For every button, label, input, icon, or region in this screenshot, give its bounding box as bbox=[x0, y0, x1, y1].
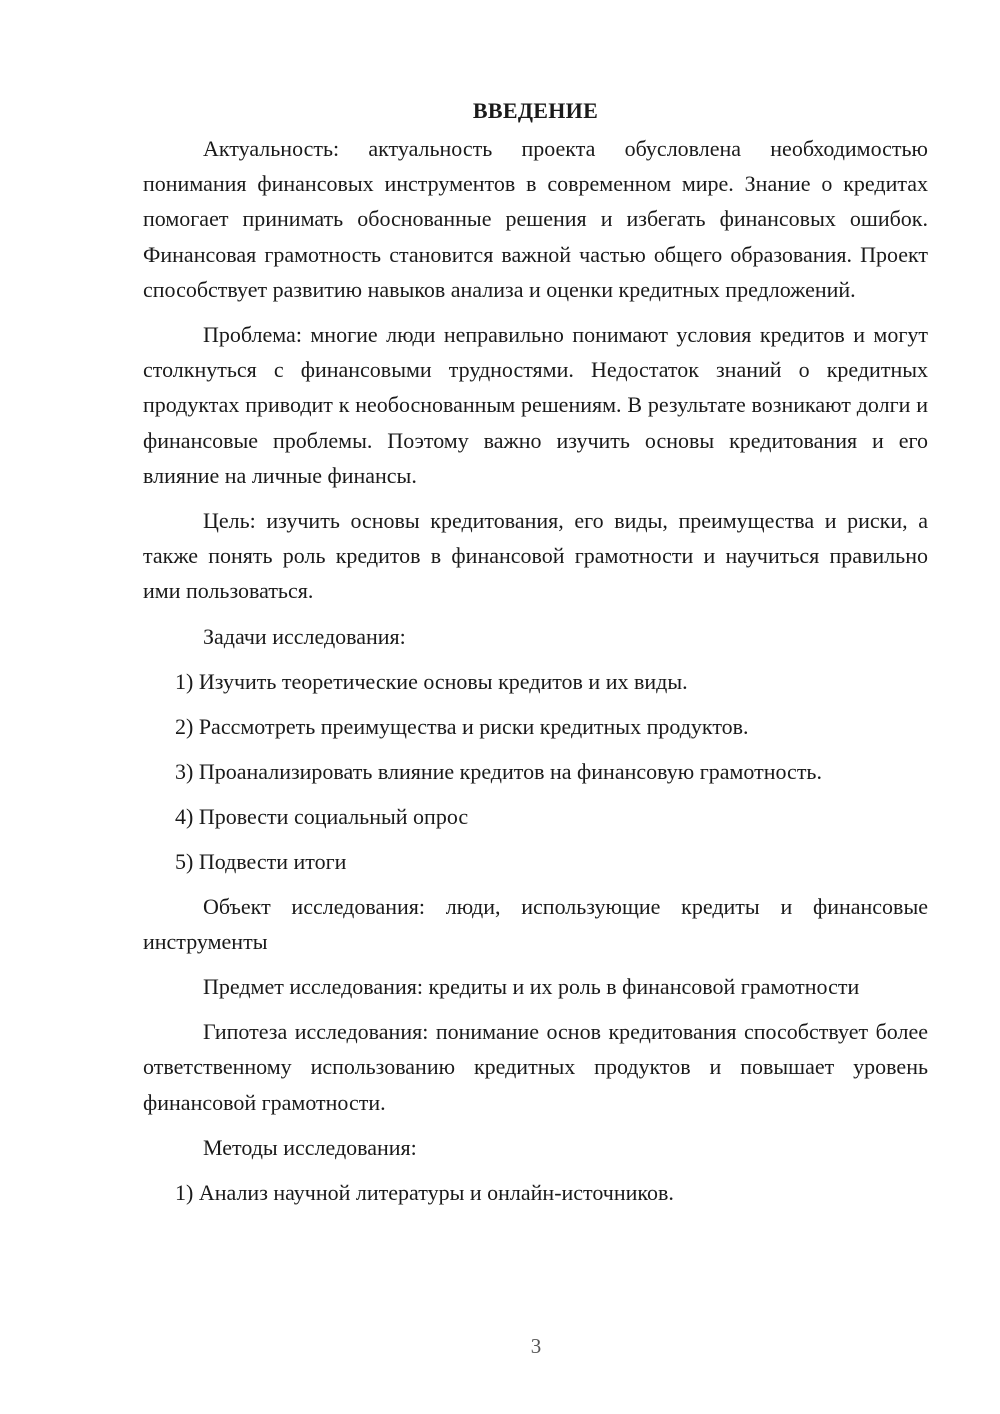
paragraph-relevance: Актуальность: актуальность проекта обусловлена необходимостью понимания финансовых инструментов в современном мире. Знание о кредитах помогает принимать обоснованные решения и избегать финансовых ошибок. Финансовая грамотность становится важной частью общего образования. Проект способствует развитию навыков анализа и оценки кредитных предложений. bbox=[143, 136, 928, 302]
list-item: 5) Подвести итоги bbox=[175, 848, 347, 874]
page-title: ВВЕДЕНИЕ bbox=[472, 98, 599, 123]
list-item: 1) Изучить теоретические основы кредитов и их виды. bbox=[175, 668, 688, 694]
list-item: 4) Провести социальный опрос bbox=[175, 803, 469, 829]
paragraph-hypothesis: Гипотеза исследования: понимание основ кредитования способствует более ответственному использованию кредитных продуктов и повышает уровень финансовой грамотности. bbox=[143, 1019, 928, 1115]
paragraph-problem: Проблема: многие люди неправильно понимают условия кредитов и могут столкнуться с финансовыми трудностями. Недостаток знаний о кредитных продуктах приводит к необоснованным решениям. В результате возникают долги и финансовые проблемы. Поэтому важно изучить основы кредитования и его влияние на личные финансы. bbox=[143, 322, 928, 488]
document-body bbox=[143, 94, 928, 1220]
methods-list bbox=[143, 1175, 928, 1210]
methods-heading: Методы исследования: bbox=[203, 1134, 417, 1160]
paragraph-goal: Цель: изучить основы кредитования, его виды, преимущества и риски, а также понять роль кредитов в финансовой грамотности и научиться правильно ими пользоваться. bbox=[143, 508, 928, 604]
list-item: 2) Рассмотреть преимущества и риски кредитных продуктов. bbox=[175, 713, 749, 739]
list-item: 3) Проанализировать влияние кредитов на финансовую грамотность. bbox=[175, 758, 822, 784]
tasks-heading: Задачи исследования: bbox=[203, 623, 406, 649]
page-number: 3 bbox=[530, 1334, 542, 1358]
tasks-list bbox=[143, 664, 928, 879]
list-item: 1) Анализ научной литературы и онлайн-источников. bbox=[175, 1179, 674, 1205]
paragraph-object: Объект исследования: люди, использующие кредиты и финансовые инструменты bbox=[143, 893, 928, 954]
paragraph-subject: Предмет исследования: кредиты и их роль в финансовой грамотности bbox=[203, 974, 860, 1000]
